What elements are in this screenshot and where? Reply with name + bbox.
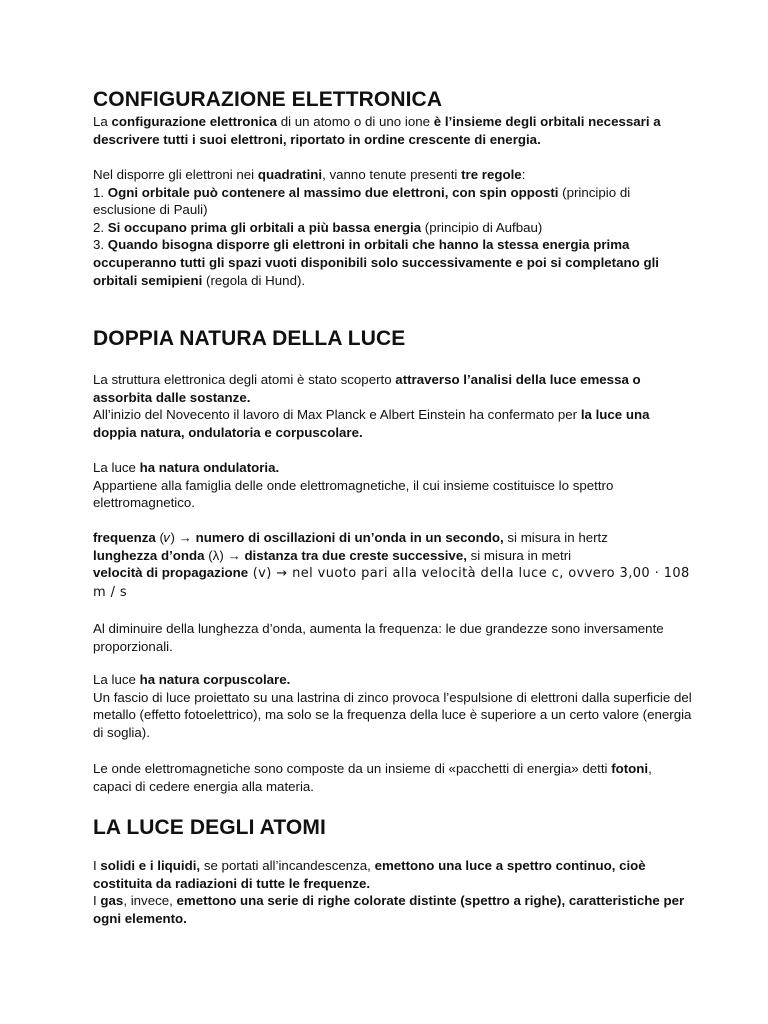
text-line [93,459,693,477]
text: , vanno tenute presenti [322,167,462,182]
bold-text: tre regole [461,167,522,182]
text: , invece, [123,893,177,909]
def-frequenza [93,529,693,547]
def-velocita [93,564,693,601]
text: (v) → nel vuoto pari alla velocità della luce c, ovvero 3,00 · 108 m / s [93,566,690,600]
paragraph-proporzionali: Al diminuire della lunghezza d’onda, aumenta la frequenza: le due grandezze sono inversamente proporzionali. [93,621,664,654]
text: si misura in metri [466,547,572,563]
bold-text: la luce una doppia natura, ondulatoria e corpuscolare. [93,407,650,440]
rule-number: 3. [93,237,108,253]
text: si misura in hertz [503,530,608,545]
bold-text: ha natura corpuscolare. [139,672,291,687]
bold-text: emettono una serie di righe colorate distinte (spettro a righe), caratteristiche per ogni elemento. [93,893,685,926]
text: La [93,114,112,129]
bold-text: velocità di propagazione [93,565,249,581]
rule-item [93,236,693,289]
text: (principio di Aufbau) [421,219,543,235]
text: I [93,893,101,909]
symbol: (𝜈) [155,530,179,545]
bold-text: è l’insieme degli orbitali necessari a descrivere tutti i suoi elettroni, riportato in ordine crescente di energia. [93,114,661,147]
heading-doppia-natura: DOPPIA NATURA DELLA LUCE [93,327,406,350]
text-line [93,892,693,927]
bold-text: attraverso l’analisi della luce emessa o assorbita dalle sostanze. [93,372,641,405]
bold-text: Ogni orbitale può contenere al massimo due elettroni, con spin opposti [107,184,559,200]
paragraph-corpuscolare [93,671,693,741]
text: Nel disporre gli elettroni nei [93,167,258,182]
paragraph-ondulatoria [93,459,693,512]
paragraph-definizione [93,113,693,148]
rule-item [93,219,693,237]
rules-block [93,166,693,289]
bold-text: distanza tra due creste successive, [244,547,467,563]
bold-text: ha natura ondulatoria. [139,460,280,475]
bold-text: gas [100,893,124,909]
text-line [93,671,693,689]
text: (regola di Hund). [202,272,306,288]
rule-number: 1. [93,184,108,200]
text: di un atomo o di uno ione [277,114,434,129]
text-line: Un fascio di luce proiettato su una lastrina di zinco provoca l’espulsione di elettroni dalla superficie del metallo (effetto fotoelettrico), ma solo se la frequenza della luce è superiore a un certo valore (energia di soglia). [93,689,692,740]
text: se portati all’incandescenza, [200,858,375,873]
text-line [93,857,693,892]
rule-number: 2. [93,219,108,235]
bold-text: lunghezza d’onda [93,547,205,563]
text: , capaci di cedere energia alla materia. [93,761,652,794]
bold-text: numero di oscillazioni di un’onda in un secondo, [191,530,504,545]
text-line [93,406,693,441]
bold-text: configurazione elettronica [111,114,277,129]
text: Le onde elettromagnetiche sono composte da un insieme di «pacchetti di energia» detti [93,761,612,776]
heading-luce-atomi: LA LUCE DEGLI ATOMI [93,816,326,839]
bold-text: solidi e i liquidi, [100,858,201,873]
bold-text: emettono una luce a spettro continuo, cioè costituita da radiazioni di tutte le frequenze. [93,858,646,891]
bold-text: fotoni [611,761,649,776]
text: La struttura elettronica degli atomi è stato scoperto [93,372,396,387]
bold-text: frequenza [93,530,156,545]
paragraph-spettri [93,857,693,927]
text: (principio di esclusione di Pauli) [93,184,631,218]
paragraph-fotoni [93,760,693,795]
text-line: Appartiene alla famiglia delle onde elettromagnetiche, il cui insieme costituisce lo spettro elettromagnetico. [93,477,614,511]
bold-text: Si occupano prima gli orbitali a più bassa energia [107,219,422,235]
rule-item [93,184,693,219]
text-line [93,371,693,406]
bold-text: Quando bisogna disporre gli elettroni in orbitali che hanno la stessa energia prima occuperanno tutti gli spazi vuoti disponibili solo successivamente e poi si completano gli orbitali semipieni [93,237,659,288]
heading-configurazione: CONFIGURAZIONE ELETTRONICA [93,88,443,111]
text: La luce [93,672,140,687]
definitions-block [93,529,693,601]
symbol: (λ) → [204,547,245,563]
arrow-icon: → [178,530,192,545]
text: All’inizio del Novecento il lavoro di Max Planck e Albert Einstein ha confermato per [93,407,581,423]
paragraph-regole-intro [93,166,693,184]
text: : [521,167,526,182]
paragraph-struttura [93,371,693,441]
bold-text: quadratini [257,167,323,182]
text: La luce [93,460,140,475]
def-lunghezza [93,547,693,565]
text: I [93,858,101,873]
